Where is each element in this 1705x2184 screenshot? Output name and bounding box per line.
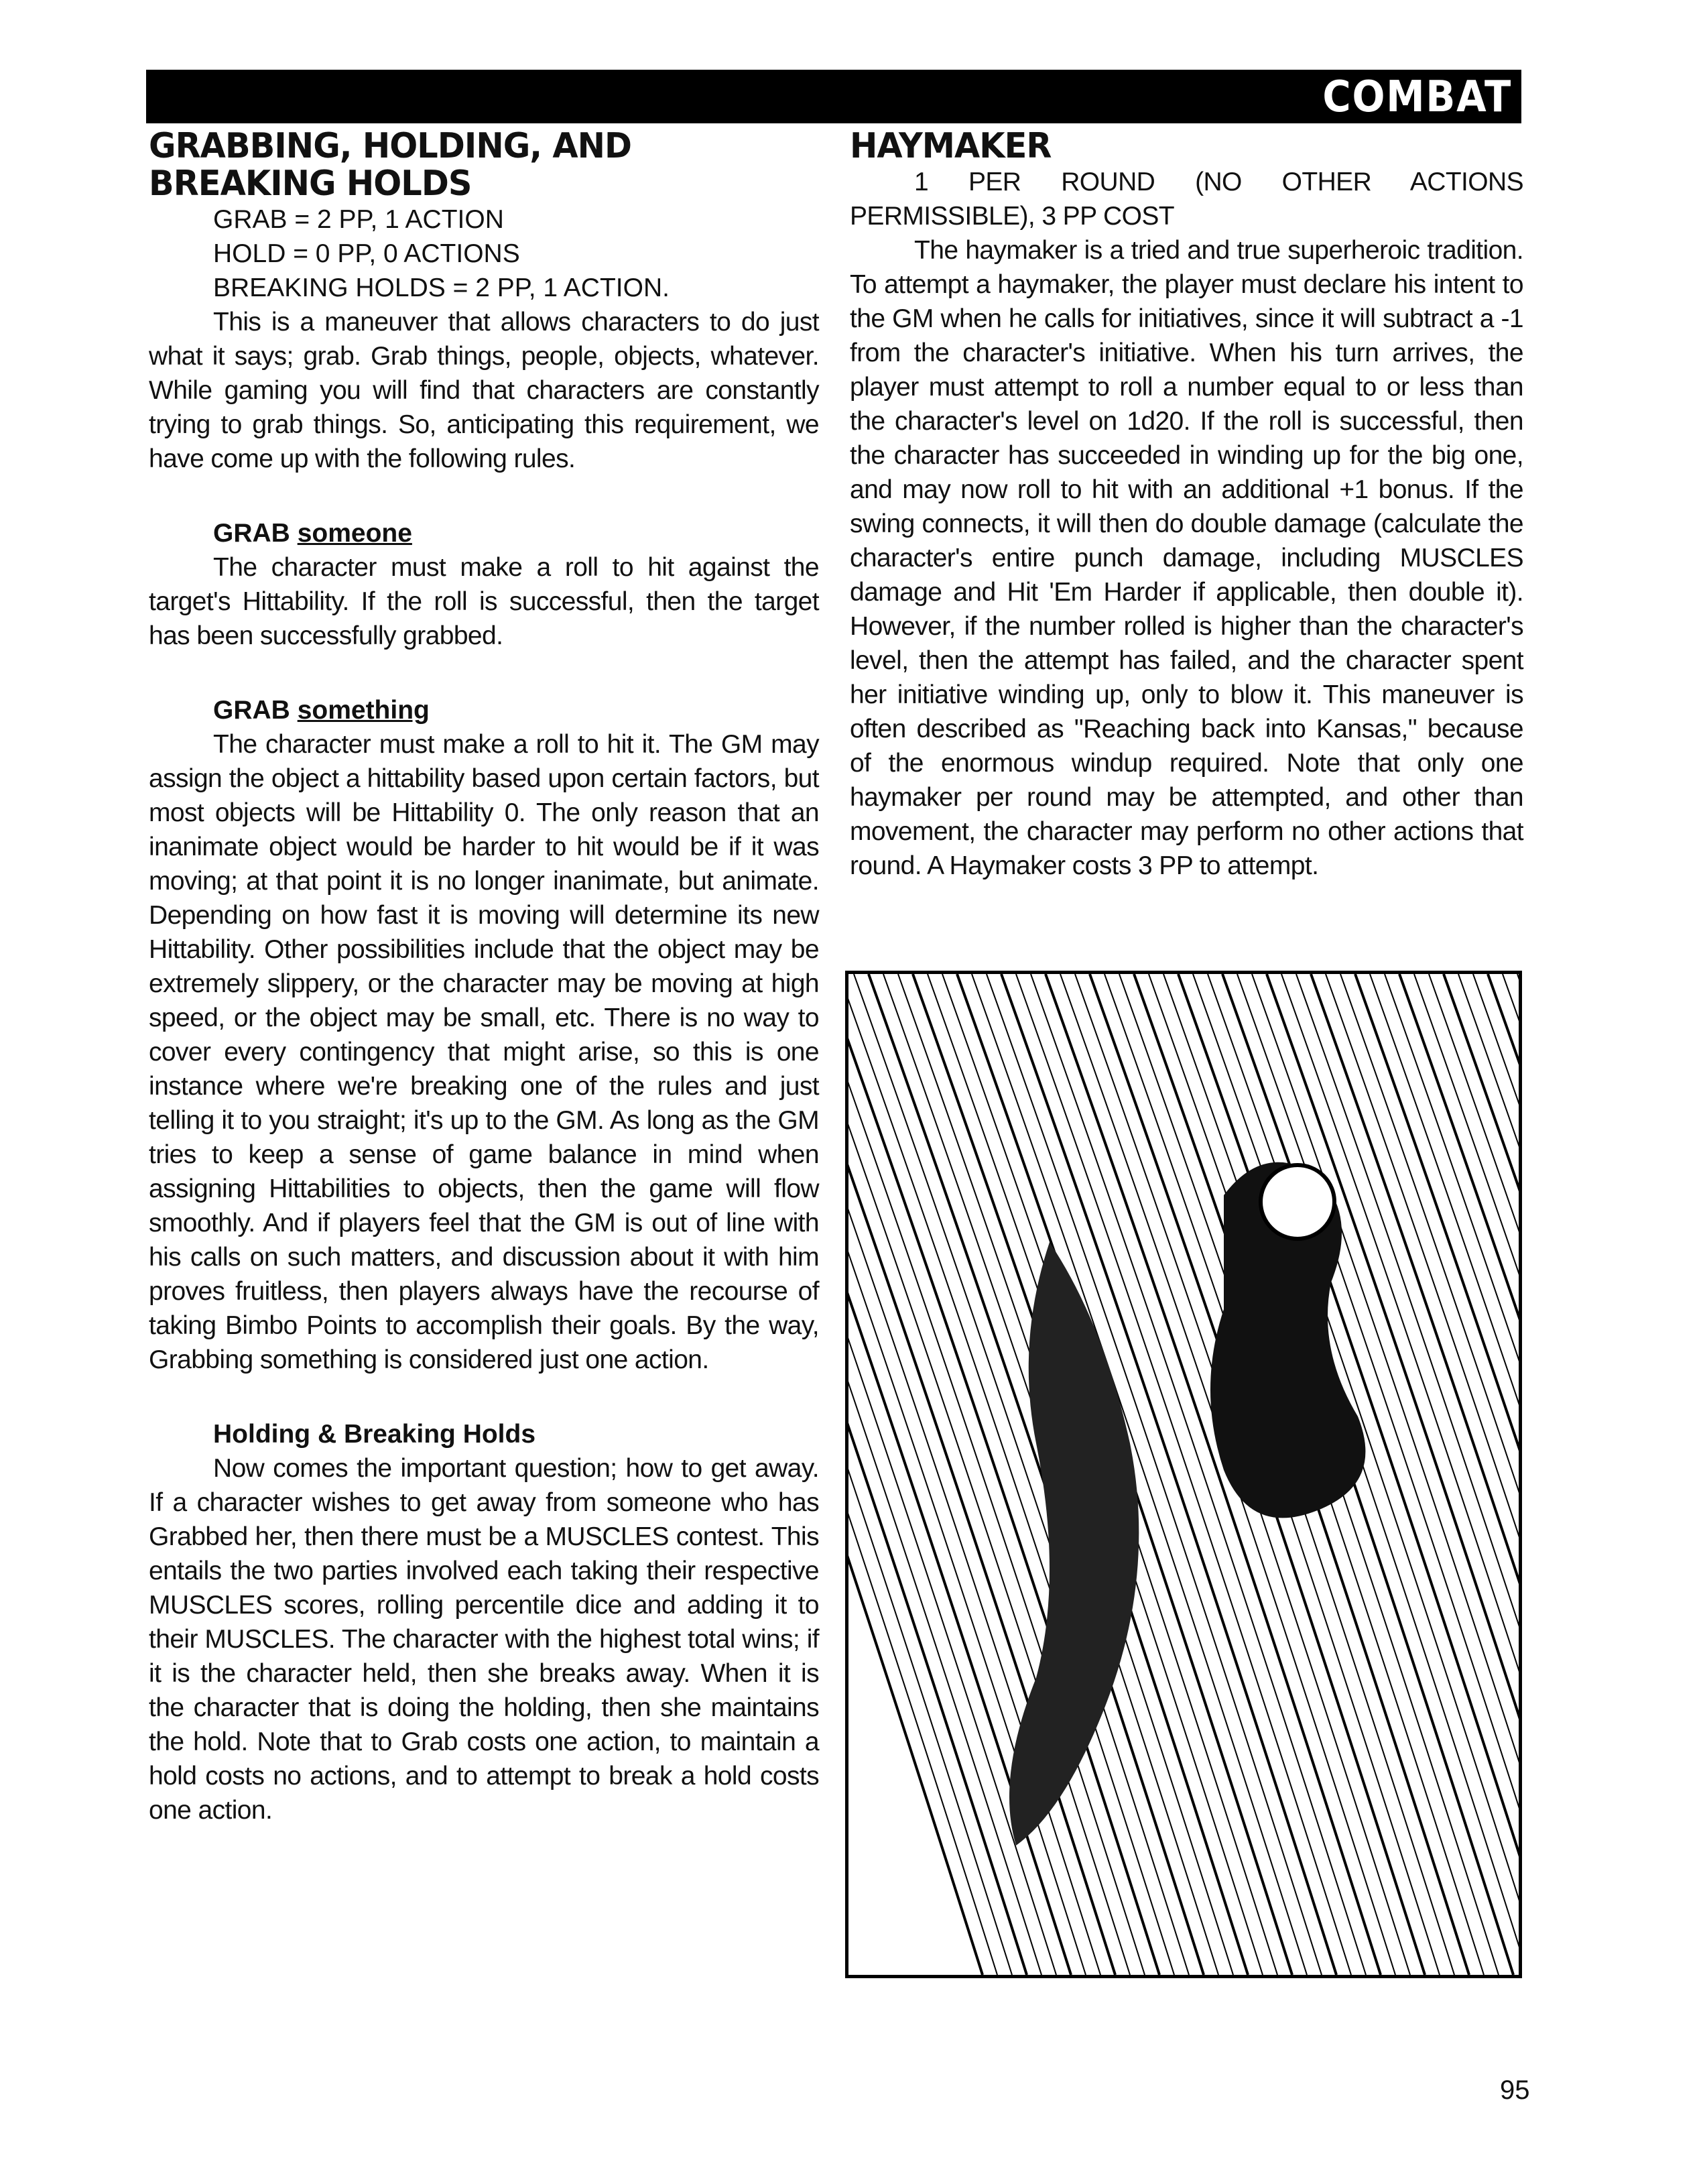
stat-breaking: BREAKING HOLDS = 2 PP, 1 ACTION. <box>213 274 670 302</box>
speed-line <box>1517 974 1519 1975</box>
grabbing-heading: GRABBING, HOLDING, AND BREAKING HOLDS <box>149 126 632 204</box>
page-number: 95 <box>1500 2075 1530 2105</box>
speed-line <box>848 974 983 1975</box>
illustration-drawing <box>848 974 1519 1975</box>
comic-illustration <box>845 971 1522 1978</box>
left-column <box>149 127 819 1827</box>
hero-head <box>1261 1165 1334 1239</box>
stat-hold: HOLD = 0 PP, 0 ACTIONS <box>213 239 520 268</box>
holding-paragraph: Now comes the important question; how to get away. If a character wishes to get away from someone who has Grabbed her, then there must be a MUSCLES contest. This entails the two parties involved each taking their respective MUSCLES scores, rolling percentile dice and adding it to their MUSCLES. The character with the highest total wins; if it is the character held, then she breaks away. When it is the character that is doing the holding, then she maintains the hold. Note that to Grab costs one action, to maintain a hold costs no actions, and to attempt to break a hold costs one action. <box>149 1454 819 1825</box>
grab-someone-paragraph: The character must make a roll to hit against the target's Hittability. If the roll is successful, then the target has been successfully grabbed. <box>149 553 819 650</box>
grab-label: GRAB <box>213 696 290 725</box>
grab-something-heading <box>213 693 819 727</box>
speed-line <box>1355 974 1519 1975</box>
someone-label: someone <box>297 519 412 548</box>
something-label: something <box>297 696 430 725</box>
speed-line <box>1340 974 1519 1975</box>
right-column <box>850 127 1523 883</box>
stat-grab: GRAB = 2 PP, 1 ACTION <box>213 205 504 234</box>
grab-someone-heading <box>213 516 819 550</box>
section-header-bar <box>146 70 1521 123</box>
intro-paragraph: This is a maneuver that allows characters to do just what it says; grab. Grab things, people, objects, whatever. While gaming you will find that characters are constantly trying to grab things. So, anticipating this requirement, we have come up with the following rules. <box>149 308 819 473</box>
section-title: COMBAT <box>1322 72 1512 122</box>
holding-heading: Holding & Breaking Holds <box>213 1420 536 1449</box>
grab-label: GRAB <box>213 519 290 548</box>
haymaker-paragraph: The haymaker is a tried and true superheroic tradition. To attempt a haymaker, the player must declare his intent to the GM when he calls for initiatives, since it will subtract a -1 from the character's initiative. When his turn arrives, the player must attempt to roll a number equal to or less than the character's level on 1d20. If the roll is successful, then the character has succeeded in winding up for the big one, and may now roll to hit with an additional +1 bonus. If the swing connects, it will then do double damage (calculate the character's entire punch damage, including MUSCLES damage and Hit 'Em Harder if applicable, then double it). However, if the number rolled is higher than the character's level, then the attempt has failed, and the character spent her initiative winding up, only to blow it. This maneuver is often described as "Reaching back into Kansas," because of the enormous windup required. Note that only one haymaker per round may be attempted, and other than movement, the character may perform no other actions that round. A Haymaker costs 3 PP to attempt. <box>850 236 1523 880</box>
haymaker-stat: 1 PER ROUND (NO OTHER ACTIONS PERMISSIBLE), 3 PP COST <box>850 168 1523 231</box>
speed-line <box>1429 974 1519 1975</box>
grab-something-paragraph: The character must make a roll to hit it. The GM may assign the object a hittability based upon certain factors, but most objects will be Hittability 0. The only reason that an inanimate object would be harder to hit would be if it was moving; at that point it is no longer inanimate, but animate. Depending on how fast it is moving will determine its new Hittability. Other possibilities include that the object may be extremely slippery, or the character may be moving at high speed, or the object may be small, etc. There is no way to cover every contingency that might arise, so this is one instance where we're breaking one of the rules and just telling it to you straight; it's up to the GM. As long as the GM tries to keep a sense of game balance in mind when assigning Hittabilities to objects, then the game will flow smoothly. And if players feel that the GM is out of line with his calls on such matters, and discussion about it with him proves fruitless, then players always have the recourse of taking Bimbo Points to accomplish their goals. By the way, Grabbing something is considered just one action. <box>149 730 819 1374</box>
speed-line <box>1488 974 1519 1975</box>
speed-line <box>848 974 1012 1975</box>
haymaker-heading: HAYMAKER <box>850 126 1052 166</box>
speed-line <box>1399 974 1519 1975</box>
